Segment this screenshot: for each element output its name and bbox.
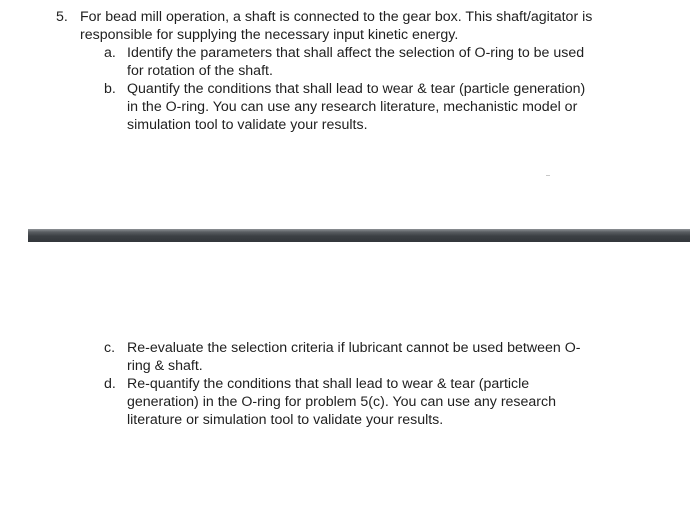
part-b-text-line: simulation tool to validate your results. (127, 117, 368, 133)
part-a-text-line: Identify the parameters that shall affect the selection of O-ring to be used (127, 45, 585, 61)
part-d-text-line: generation) in the O-ring for problem 5(c). You can use any research (127, 394, 557, 410)
scan-speck (546, 175, 550, 176)
part-d-label: d. (104, 376, 116, 392)
part-d-text-line: Re-quantify the conditions that shall lead to wear & tear (particle (127, 376, 530, 392)
question-number: 5. (56, 9, 68, 25)
part-b-text-line: Quantify the conditions that shall lead to wear & tear (particle generation) (127, 81, 586, 97)
page-divider (28, 229, 690, 242)
question-text-line: For bead mill operation, a shaft is connected to the gear box. This shaft/agitator is (80, 9, 593, 25)
part-a-label: a. (104, 45, 116, 61)
part-b-text-line: in the O-ring. You can use any research literature, mechanistic model or (127, 99, 578, 115)
question-text-line: responsible for supplying the necessary input kinetic energy. (80, 27, 459, 43)
part-c-text-line: Re-evaluate the selection criteria if lubricant cannot be used between O- (127, 340, 581, 356)
part-a-text-line: for rotation of the shaft. (127, 63, 273, 79)
part-d-text-line: literature or simulation tool to validate your results. (127, 412, 444, 428)
part-c-text-line: ring & shaft. (127, 358, 203, 374)
part-c-label: c. (104, 340, 116, 356)
part-b-label: b. (104, 81, 116, 97)
